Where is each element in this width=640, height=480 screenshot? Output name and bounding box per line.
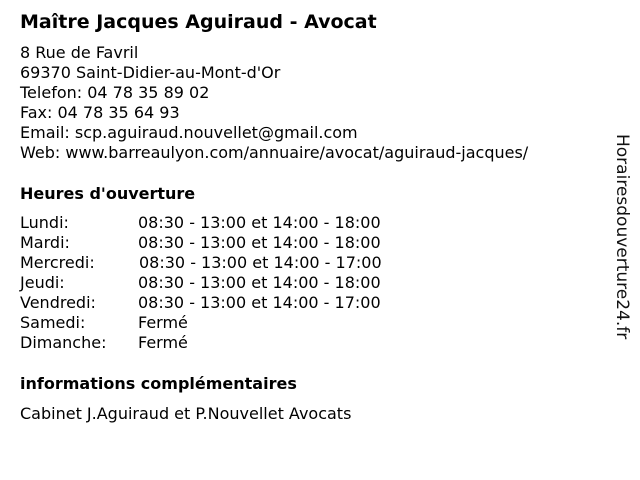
site-watermark: Horairesdouverture24.fr <box>612 134 632 340</box>
page-title: Maître Jacques Aguiraud - Avocat <box>20 11 377 33</box>
day-hours: Fermé <box>138 333 188 352</box>
contact-block <box>20 43 528 163</box>
fax-number: Fax: 04 78 35 64 93 <box>20 103 180 122</box>
day-label: Jeudi: <box>20 273 65 292</box>
day-label: Dimanche: <box>20 333 107 352</box>
phone-number: Telefon: 04 78 35 89 02 <box>20 83 210 102</box>
additional-info-heading: informations complémentaires <box>20 374 297 393</box>
street-address: 8 Rue de Favril <box>20 43 139 62</box>
day-hours: 08:30 - 13:00 et 14:00 - 17:00 <box>139 253 382 272</box>
day-label: Mardi: <box>20 233 70 252</box>
city-address: 69370 Saint-Didier-au-Mont-d'Or <box>20 63 281 82</box>
day-label: Lundi: <box>20 213 69 232</box>
day-hours: 08:30 - 13:00 et 14:00 - 17:00 <box>138 293 381 312</box>
day-label: Vendredi: <box>20 293 96 312</box>
day-label: Samedi: <box>20 313 86 332</box>
day-hours: Fermé <box>138 313 188 332</box>
opening-hours-heading: Heures d'ouverture <box>20 184 196 203</box>
day-hours: 08:30 - 13:00 et 14:00 - 18:00 <box>138 213 381 232</box>
website-url: Web: www.barreaulyon.com/annuaire/avocat/aguiraud-jacques/ <box>20 143 529 162</box>
additional-info-text: Cabinet J.Aguiraud et P.Nouvellet Avocats <box>20 404 352 423</box>
day-hours: 08:30 - 13:00 et 14:00 - 18:00 <box>138 273 381 292</box>
day-label: Mercredi: <box>20 253 95 272</box>
email-address: Email: scp.aguiraud.nouvellet@gmail.com <box>20 123 358 142</box>
day-hours: 08:30 - 13:00 et 14:00 - 18:00 <box>138 233 381 252</box>
